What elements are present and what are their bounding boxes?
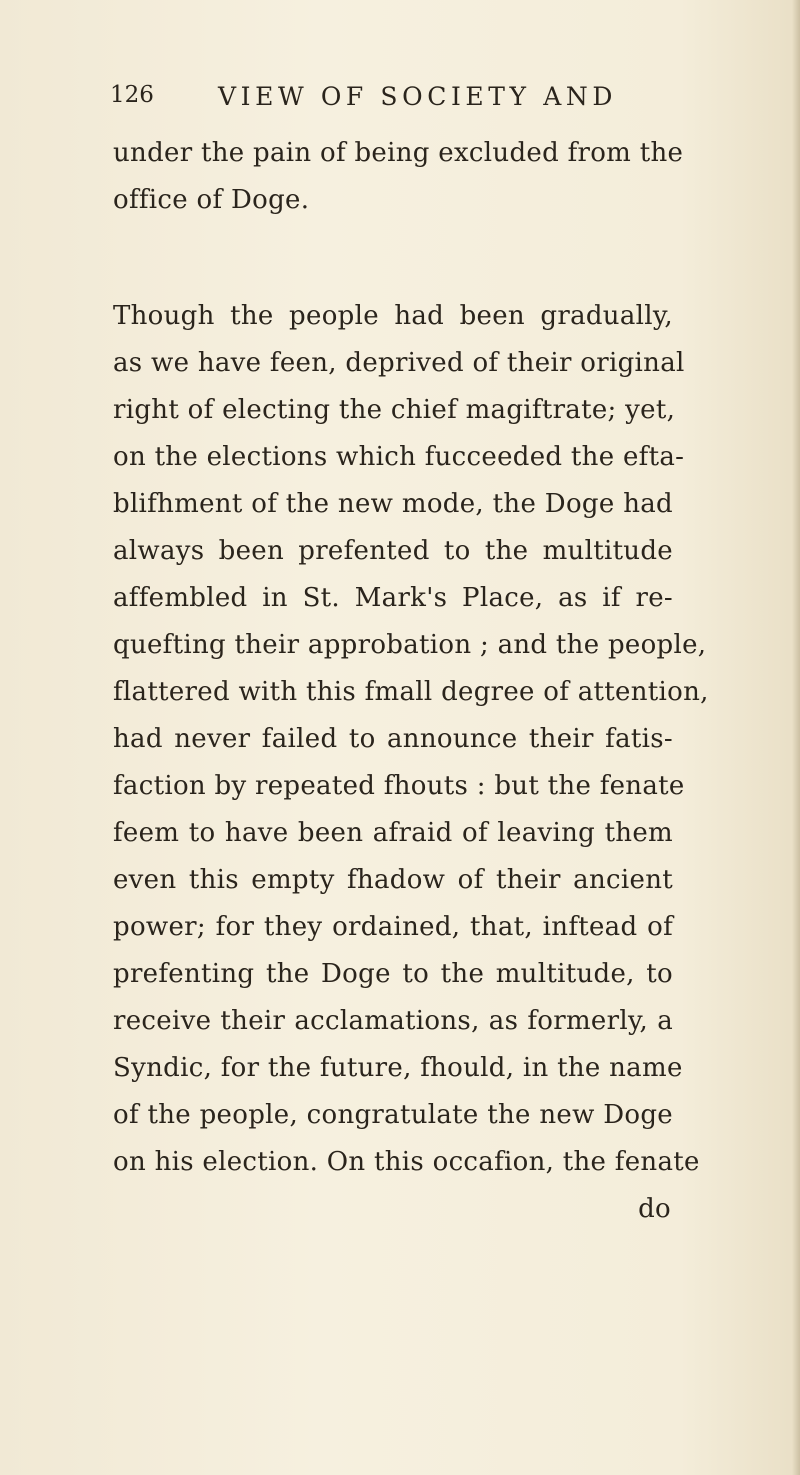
text-line: had never failed to announce their fatis- — [113, 724, 673, 754]
text-line: feem to have been afraid of leaving them — [113, 818, 673, 848]
text-line: on his election. On this occafion, the fenate — [113, 1147, 700, 1177]
text-line: even this empty fhadow of their ancient — [113, 865, 673, 895]
text-line: blifhment of the new mode, the Doge had — [113, 489, 673, 519]
paragraph-break — [113, 224, 673, 293]
text-line: of the people, congratulate the new Doge — [113, 1100, 673, 1130]
text-line: receive their acclamations, as formerly, a — [113, 1006, 673, 1036]
running-title: VIEW OF SOCIETY AND — [218, 82, 617, 111]
text-line: under the pain of being excluded from the — [113, 138, 684, 168]
text-line: always been prefented to the multitude — [113, 536, 673, 566]
text-line: on the elections which fucceeded the efta- — [113, 442, 685, 472]
text-line: faction by repeated fhouts : but the fenate — [113, 771, 685, 801]
text-line: flattered with this fmall degree of attention, — [113, 677, 709, 707]
text-line: Though the people had been gradually, — [113, 301, 673, 331]
page-edge-shadow — [792, 0, 800, 1475]
catchword: do — [638, 1194, 671, 1224]
text-line: Syndic, for the future, fhould, in the name — [113, 1053, 683, 1083]
page-number: 126 — [110, 82, 154, 108]
page-header — [110, 82, 690, 122]
text-line: as we have feen, deprived of their original — [113, 348, 685, 378]
body-text — [113, 130, 709, 1233]
text-line: affembled in St. Mark's Place, as if re- — [113, 583, 673, 613]
text-line: quefting their approbation ; and the people, — [113, 630, 707, 660]
text-line: right of electing the chief magiftrate; yet, — [113, 395, 676, 425]
text-line: prefenting the Doge to the multitude, to — [113, 959, 673, 989]
text-line: power; for they ordained, that, inftead of — [113, 912, 673, 942]
text-line: office of Doge. — [113, 185, 310, 215]
